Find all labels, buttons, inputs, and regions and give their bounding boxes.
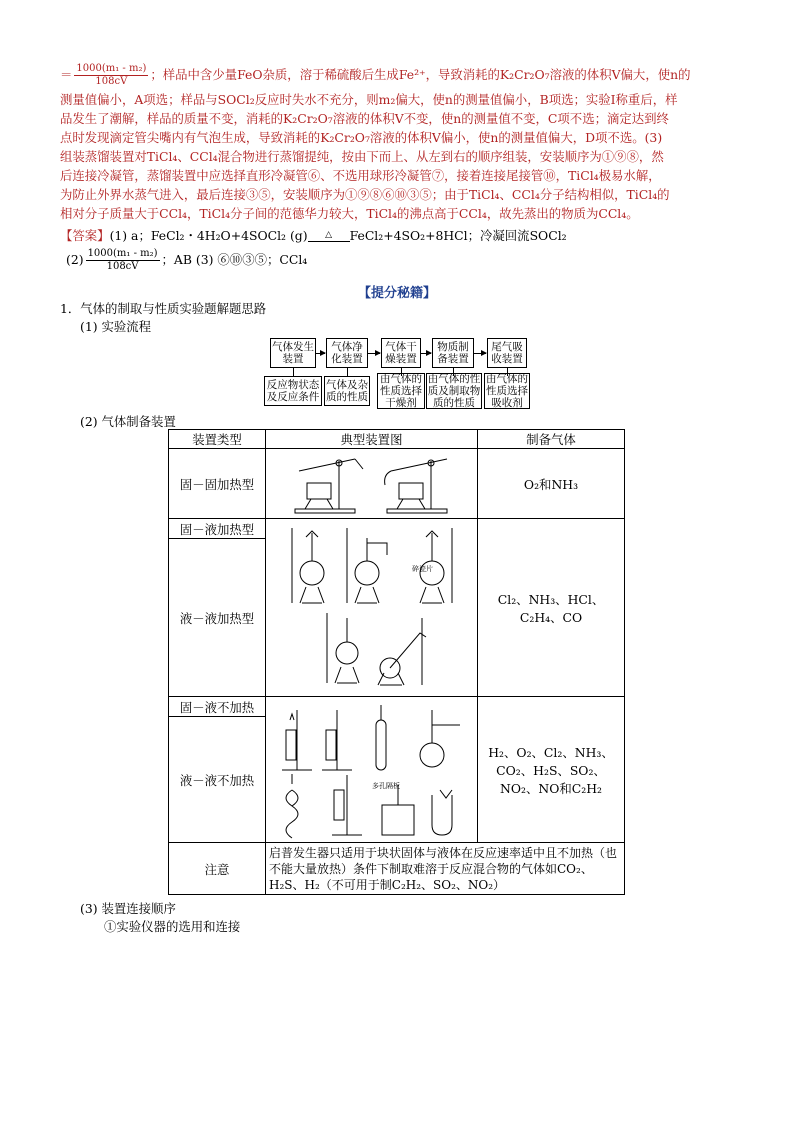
solution-line-1: ＝ $\frac{\text{1000(m₁ - m₂)}}{108cV}$ ；样品中含少量FeO杂质，溶于稀硫酸后生成Fe²⁺，导致消耗的K₂Cr₂O₇溶液的体积V偏大，使n的	[60, 63, 691, 87]
gases-cell: H₂、O₂、Cl₂、NH₃、 CO₂、H₂S、SO₂、 NO₂、NO和C₂H₂	[478, 697, 625, 843]
table-header-row	[169, 430, 625, 449]
flow-arrow	[421, 353, 431, 354]
type-cell: 固－液不加热	[169, 697, 266, 717]
item-1: 1．气体的制取与性质实验题解题思路	[60, 301, 267, 316]
flow-arrow	[316, 353, 325, 354]
sub-item-instrument-selection: ①实验仪器的选用和连接	[104, 919, 241, 934]
table-row	[169, 519, 625, 539]
flow-note-absorption: 由气体的性质选择吸收剂	[486, 373, 528, 409]
solution-line-7: 为防止外界水蒸气进入，最后连接③⑤，安装顺序为①⑨⑧⑥⑩③⑤；由于TiCl₄、CCl₄分子结构相似，TiCl₄的	[60, 187, 670, 202]
flow-note-generation: 反应物状态及反应条件	[264, 376, 322, 406]
section-heading: 【提分秘籍】	[357, 286, 436, 301]
flow-step-drying: 气体干燥装置	[381, 338, 421, 368]
table-row	[169, 449, 625, 519]
flow-arrow	[368, 353, 380, 354]
answer-line-1: 【答案】(1) a；FeCl₂・4H₂O+4SOCl₂ (g) △ FeCl₂+4SO₂+8HCl；冷凝回流SOCl₂	[60, 228, 567, 243]
flow-connector	[347, 368, 348, 376]
fraction: $\frac{\text{1000(m₁ - m₂)}}{108cV}$	[76, 63, 147, 87]
solid-solid-heating-apparatus-icon	[277, 453, 467, 515]
header-type: 装置类型	[169, 430, 266, 449]
solution-line-6: 后连接冷凝管，蒸馏装置中应选择直形冷凝管⑥、不选用球形冷凝管⑦，接着连接尾接管⑩，TiCl₄极易水解，	[60, 168, 661, 183]
gases-cell: Cl₂、NH₃、HCl、 C₂H₄、CO	[478, 519, 625, 697]
answer-block	[60, 226, 740, 275]
no-heating-apparatus-icon	[272, 700, 472, 840]
sub-heading-devices: (2) 气体制备装置	[80, 414, 176, 429]
flow-step-generation: 气体发生装置	[270, 338, 316, 368]
solution-paragraph	[60, 60, 740, 223]
flow-step-purification: 气体净化装置	[326, 338, 368, 368]
type-cell: 固－固加热型	[169, 449, 266, 519]
header-diagram: 典型装置图	[266, 430, 478, 449]
solution-line-2: 测量值偏小，A项选；样品与SOCl₂反应时失水不充分，则m₂偏大，使n的测量值偏小，B项选；实验I称重后，样	[60, 92, 678, 107]
note-cell: 启普发生器只适用于块状固体与液体在反应速率适中且不加热（也不能大量放热）条件下制取难溶于反应混合物的气体如CO₂、H₂S、H₂（不可用于制C₂H₂、SO₂、NO₂）	[266, 843, 625, 895]
flow-note-preparation: 由气体的性质及制取物质的性质	[427, 373, 481, 409]
plate-label: 多孔隔板	[371, 781, 400, 790]
flow-arrow	[474, 353, 486, 354]
type-cell: 液－液加热型	[169, 539, 266, 697]
answer-label: 【答案】	[60, 228, 110, 243]
reaction-condition: △	[308, 231, 350, 242]
flow-step-absorption: 尾气吸收装置	[487, 338, 527, 368]
type-cell: 固－液加热型	[169, 519, 266, 539]
flow-note-drying: 由气体的性质选择干燥剂	[377, 373, 425, 409]
gas-apparatus-table	[168, 429, 625, 895]
table-row	[169, 697, 625, 717]
flow-step-preparation: 物质制备装置	[432, 338, 474, 368]
solution-line-3: 品发生了潮解，样品的质量不变，消耗的K₂Cr₂O₇溶液的体积V不变，使n的测量值不变，C项不选；滴定达到终	[60, 111, 669, 126]
diagram-cell	[266, 697, 478, 843]
solution-line-4: 点时发现滴定管尖嘴内有气泡生成，导致消耗的K₂Cr₂O₇溶液的体积V偏小，使n的测量值偏大，D项不选。(3)	[60, 130, 663, 145]
sub-heading-flow: (1) 实验流程	[80, 319, 152, 334]
liquid-heating-apparatus-icon	[272, 523, 472, 693]
table-row	[169, 843, 625, 895]
flow-note-purification: 气体及杂质的性质	[324, 376, 370, 406]
diagram-cell	[266, 519, 478, 697]
diagram-cell	[266, 449, 478, 519]
solution-line-5: 组装蒸馏装置对TiCl₄、CCl₄混合物进行蒸馏提纯，按由下而上、从左到右的顺序组装，安装顺序为①⑨⑧，然	[60, 149, 664, 164]
type-cell: 液－液不加热	[169, 717, 266, 843]
answer-line-2: (2) $\frac{\text{1000(m₁ - m₂)}}{108cV}$ ；AB (3) ⑥⑩③⑤；CCl₄	[66, 248, 308, 272]
sub-heading-connection: (3) 装置连接顺序	[80, 901, 176, 916]
type-cell: 注意	[169, 843, 266, 895]
chip-label: 碎瓷片	[411, 564, 433, 573]
solution-line-8: 相对分子质量大于CCl₄，TiCl₄分子间的范德华力较大，TiCl₄的沸点高于CCl₄，故先蒸出的物质为CCl₄。	[60, 206, 639, 221]
gases-cell: O₂和NH₃	[478, 449, 625, 519]
fraction: $\frac{\text{1000(m₁ - m₂)}}{108cV}$	[87, 248, 158, 272]
header-gases: 制备气体	[478, 430, 625, 449]
flow-connector	[293, 368, 294, 376]
